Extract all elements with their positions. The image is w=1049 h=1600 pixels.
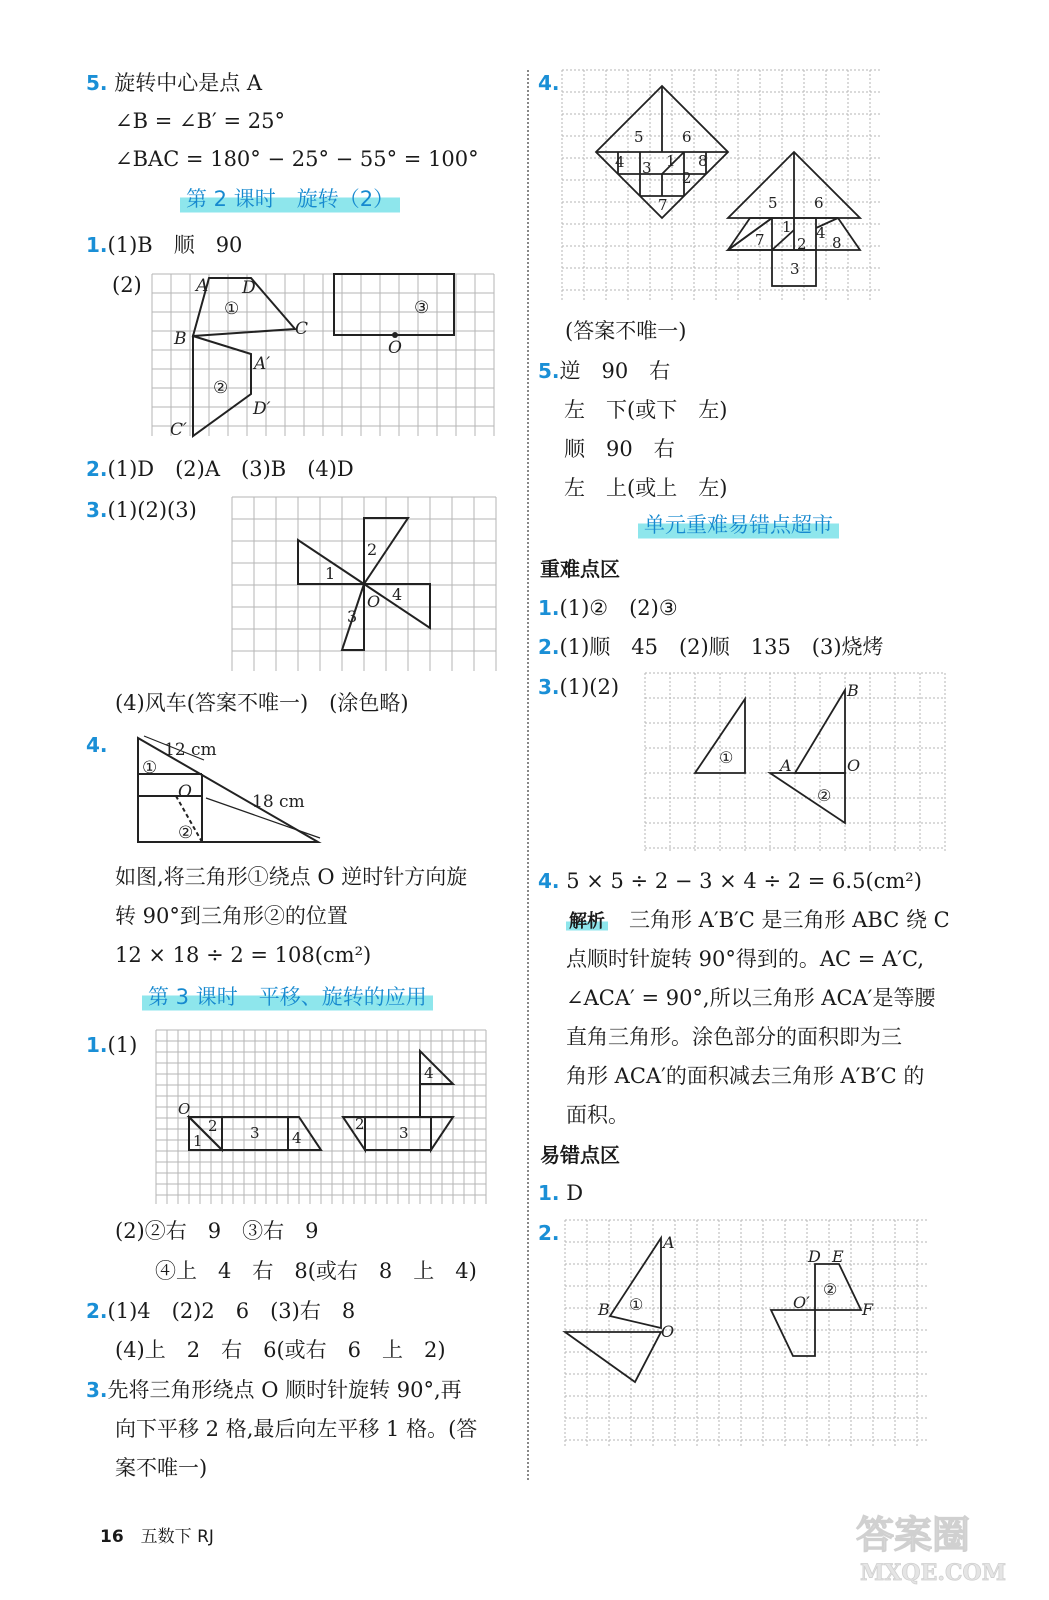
fig-label: O — [178, 782, 192, 802]
fig-label: 1 — [325, 564, 336, 583]
fig-label: O — [388, 338, 402, 358]
q-num: 1. — [538, 596, 560, 620]
zone-heading-error: 易错点区 — [540, 1143, 620, 1167]
q-num: 5. — [86, 71, 108, 95]
l-s2q4-line1: 如图,将三角形①绕点 O 逆时针方向旋 — [115, 865, 468, 889]
analysis-line5: 角形 ACA′的面积减去三角形 A′B′C 的 — [566, 1064, 925, 1088]
column-divider — [527, 70, 529, 1480]
l-s3q2-line2: (4)上 2 右 6(或右 6 上 2) — [115, 1338, 446, 1362]
text: (1) — [107, 1033, 138, 1057]
fig-label: ② — [823, 1280, 838, 1299]
fig-label: 7 — [755, 231, 765, 249]
text: (1)② (2)③ — [559, 596, 678, 620]
q-num: 3. — [538, 675, 560, 699]
figure-triangle-rotation-grid — [645, 673, 945, 853]
l-q5-line2: ∠B = ∠B′ = 25° — [115, 109, 285, 133]
fig-label: ① — [142, 758, 158, 778]
fig-label: ② — [178, 823, 194, 843]
r-q5-line4: 左 上(或上 左) — [564, 476, 728, 500]
fig-label: 2 — [208, 1117, 218, 1135]
q-num: 1. — [86, 1033, 108, 1057]
figure-translation-grid — [156, 1030, 490, 1204]
page-footer — [100, 1522, 214, 1547]
q-num: 2. — [538, 1221, 560, 1245]
page-number: 16 — [100, 1527, 124, 1547]
r-q5-line3: 顺 90 右 — [564, 437, 675, 461]
fig-label: 2 — [797, 235, 807, 253]
figure-triangle-rotation — [134, 734, 334, 846]
l-s2q1-line1 — [86, 232, 242, 258]
fig-label: 5 — [768, 194, 778, 212]
fig-label: 18 cm — [252, 792, 305, 812]
r-z2q2 — [538, 1220, 560, 1246]
fig-label: A — [196, 276, 209, 296]
r-q5-line2: 左 下(或下 左) — [564, 398, 728, 422]
l-s2q4-line3: 12 × 18 ÷ 2 = 108(cm²) — [115, 943, 372, 967]
q-num: 4. — [538, 71, 560, 95]
analysis-line2: 点顺时针旋转 90°得到的。AC = A′C, — [566, 947, 925, 971]
section-heading-lesson3: 第 3 课时 平移、旋转的应用 — [142, 982, 433, 1012]
fig-label: O — [847, 756, 861, 775]
text: 先将三角形绕点 O 顺时针旋转 90°,再 — [107, 1378, 462, 1402]
figure-pinwheel-grid — [232, 497, 496, 671]
fig-label: 4 — [392, 585, 403, 604]
fig-label: ③ — [414, 298, 430, 318]
text: (1)(2) — [559, 675, 620, 699]
fig-label: C′ — [170, 420, 187, 440]
fig-label: 7 — [658, 196, 668, 214]
fig-label: E — [832, 1247, 844, 1266]
fig-label: B — [847, 681, 859, 700]
fig-label: 3 — [250, 1124, 260, 1142]
fig-label: 6 — [814, 194, 824, 212]
fig-label: 2 — [355, 1115, 365, 1133]
fig-label: 12 cm — [164, 740, 217, 760]
fig-label: D — [808, 1247, 821, 1266]
analysis-tag: 解析 — [566, 911, 608, 932]
q-num: 2. — [86, 1299, 108, 1323]
fig-label: D′ — [253, 399, 271, 419]
l-s2q1-line2: (2) — [112, 273, 142, 297]
fig-label: 2 — [367, 540, 378, 559]
l-s3q2-line1 — [86, 1298, 355, 1324]
fig-label: 1 — [193, 1132, 203, 1150]
fig-label: 3 — [347, 607, 358, 626]
text: D — [566, 1181, 584, 1205]
fig-label: 2 — [682, 169, 692, 187]
fig-label: 3 — [399, 1124, 409, 1142]
fig-label: 1 — [666, 152, 676, 170]
fig-label: D — [242, 278, 256, 298]
fig-label: 8 — [698, 152, 708, 170]
fig-label: O — [661, 1322, 675, 1341]
fig-label: ② — [817, 786, 832, 805]
fig-label: ② — [213, 378, 229, 398]
section-heading-unit: 单元重难易错点超市 — [638, 510, 839, 540]
fig-label: B — [598, 1300, 610, 1319]
q-num: 5. — [538, 359, 560, 383]
l-s2q3-after: (4)风车(答案不唯一) (涂色略) — [115, 691, 409, 715]
fig-label: A′ — [254, 354, 271, 374]
l-s3q1-line1 — [86, 1032, 137, 1058]
fig-label: 5 — [634, 128, 644, 146]
fig-label: O′ — [793, 1293, 810, 1312]
l-s2q4-line2: 转 90°到三角形②的位置 — [115, 904, 348, 928]
fig-label: ① — [719, 748, 734, 767]
r-q5-line1 — [538, 358, 670, 384]
figure-tangram-grid — [562, 70, 880, 302]
analysis-line1 — [566, 907, 950, 935]
q-num: 1. — [538, 1181, 560, 1205]
text: (1)4 (2)2 6 (3)右 8 — [107, 1299, 356, 1323]
text: 旋转中心是点 A — [114, 71, 263, 95]
fig-label: O — [178, 1100, 191, 1118]
l-s3q3-line3: 案不唯一) — [115, 1456, 208, 1480]
q-num: 3. — [86, 498, 108, 522]
fig-label: F — [862, 1300, 874, 1319]
fig-label: A — [780, 756, 792, 775]
fig-label: 3 — [790, 260, 800, 278]
text: (1)顺 45 (2)顺 135 (3)烧烤 — [559, 635, 884, 659]
fig-label: 8 — [832, 234, 842, 252]
q-num: 4. — [86, 733, 108, 757]
l-s2q4-num — [86, 732, 108, 758]
fig-label: 6 — [682, 128, 692, 146]
q-num: 2. — [86, 457, 108, 481]
text: 逆 90 右 — [559, 359, 671, 383]
fig-label: 4 — [615, 153, 625, 171]
r-q4-note: (答案不唯一) — [565, 319, 687, 343]
l-q5-line1 — [86, 70, 262, 96]
book-title: 五数下 RJ — [140, 1527, 214, 1547]
zone-heading-key: 重难点区 — [540, 557, 620, 581]
q-num: 4. — [538, 869, 560, 893]
fig-label: O — [367, 592, 381, 611]
q-num: 1. — [86, 233, 108, 257]
text: (1)D (2)A (3)B (4)D — [107, 457, 354, 481]
svg-text:答案圈: 答案圈 — [856, 1512, 971, 1557]
text: (1)B 顺 90 — [107, 233, 243, 257]
fig-label: A — [663, 1233, 675, 1252]
analysis-line6: 面积。 — [566, 1103, 629, 1127]
text: 5 × 5 ÷ 2 − 3 × 4 ÷ 2 = 6.5(cm²) — [566, 869, 922, 893]
fig-label: 4 — [292, 1129, 302, 1147]
fig-label: 4 — [816, 224, 826, 242]
fig-label: C — [295, 319, 309, 339]
l-s3q3-line2: 向下平移 2 格,最后向左平移 1 格。(答 — [115, 1417, 478, 1441]
text: 三角形 A′B′C 是三角形 ABC 绕 C — [629, 908, 950, 932]
figure-error-zone-grid — [565, 1220, 929, 1448]
l-q5-line3: ∠BAC = 180° − 25° − 55° = 100° — [115, 147, 479, 171]
q-num: 2. — [538, 635, 560, 659]
fig-label: 3 — [642, 159, 652, 177]
r-z1q2 — [538, 634, 884, 660]
watermark-logo — [848, 1506, 1038, 1586]
figure-rotation-grid-1 — [152, 274, 497, 438]
l-s2q3 — [86, 497, 197, 523]
analysis-line4: 直角三角形。涂色部分的面积即为三 — [566, 1025, 902, 1049]
fig-label: ① — [629, 1295, 644, 1314]
analysis-line3: ∠ACA′ = 90°,所以三角形 ACA′是等腰 — [566, 986, 936, 1010]
l-s3q3-line1 — [86, 1377, 462, 1403]
r-z1q1 — [538, 595, 678, 621]
fig-label: ① — [224, 299, 240, 319]
fig-label: B — [174, 329, 187, 349]
q-num: 3. — [86, 1378, 108, 1402]
l-s3q1-line2: (2)②右 9 ③右 9 — [115, 1219, 319, 1243]
svg-text:MXQE.COM: MXQE.COM — [860, 1560, 1007, 1586]
r-z2q1 — [538, 1180, 583, 1206]
r-z1q4 — [538, 868, 922, 894]
text: (1)(2)(3) — [107, 498, 197, 522]
fig-label: 1 — [782, 218, 792, 236]
l-s3q1-line3: ④上 4 右 8(或右 8 上 4) — [155, 1259, 477, 1283]
l-s2q2 — [86, 456, 354, 482]
r-z1q3 — [538, 674, 619, 700]
r-q4-num — [538, 70, 560, 96]
fig-label: 4 — [424, 1064, 434, 1082]
section-heading-lesson2: 第 2 课时 旋转（2） — [180, 184, 400, 214]
